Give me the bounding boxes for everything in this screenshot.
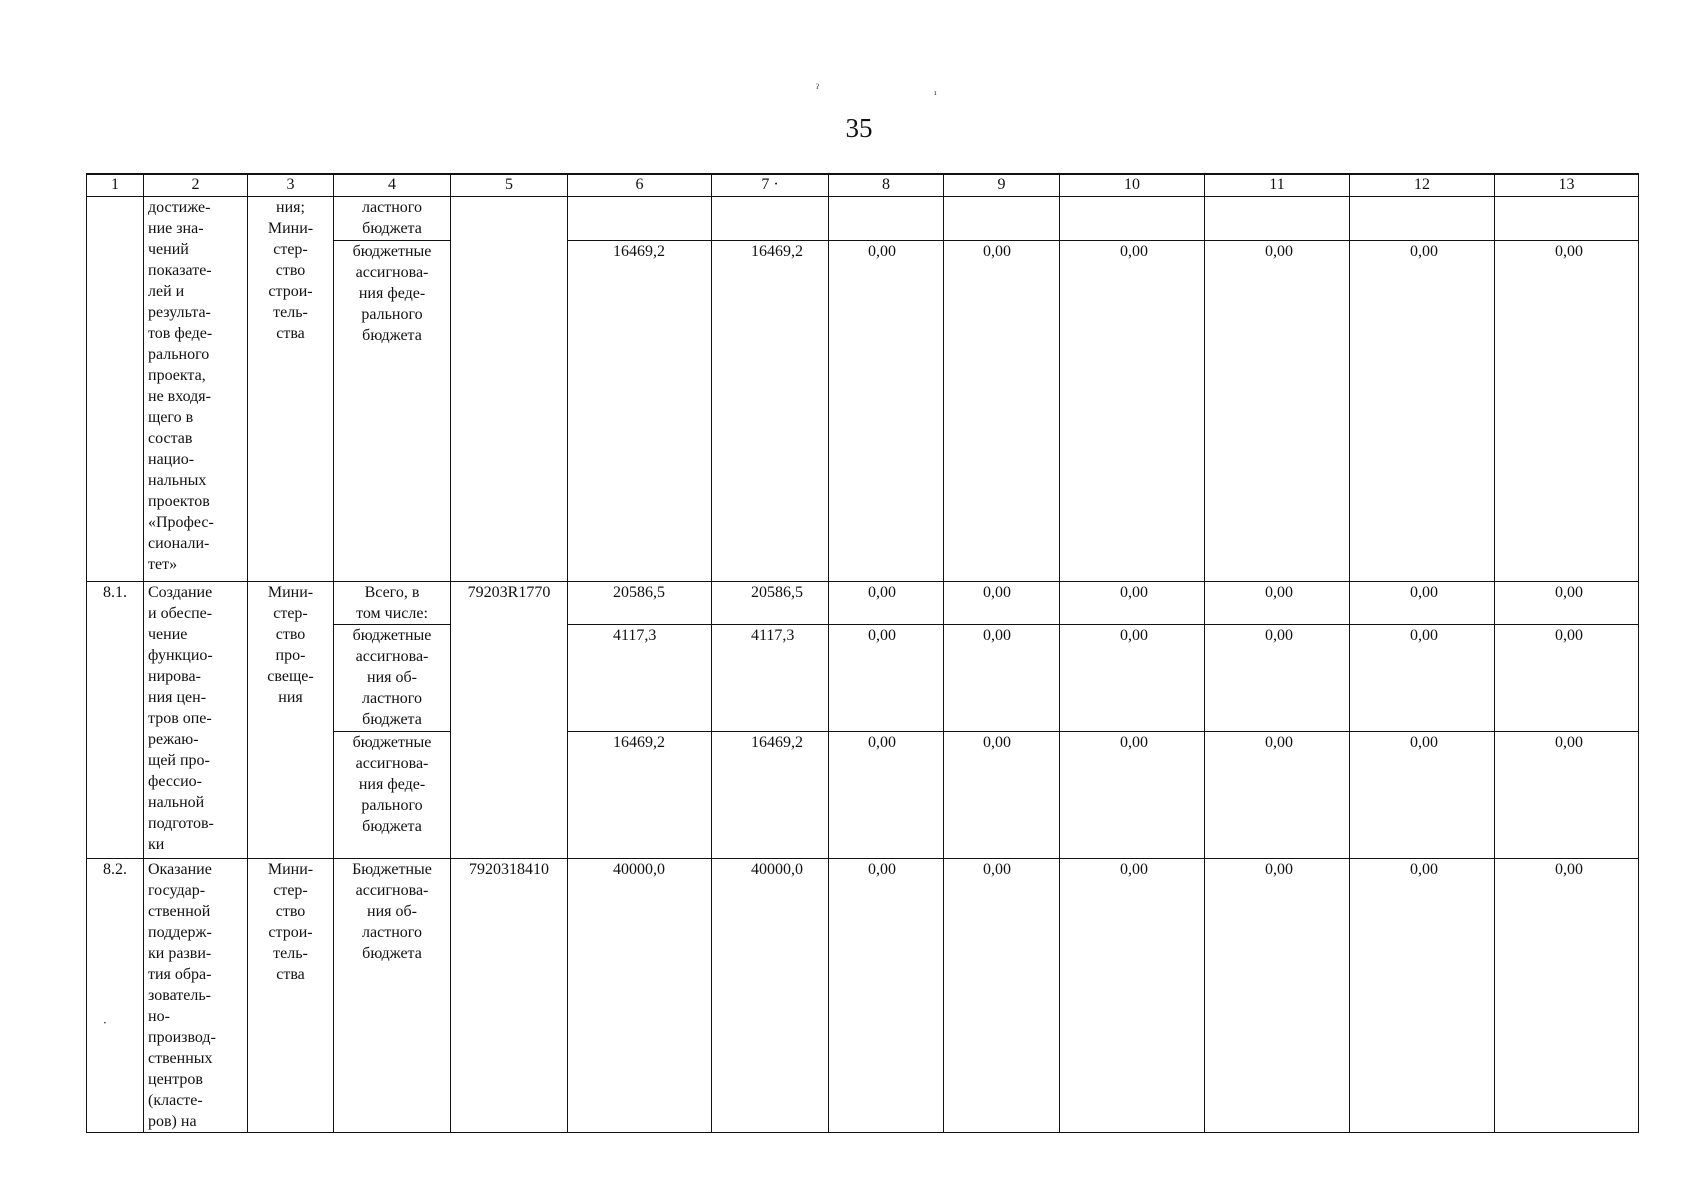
column-number-row bbox=[87, 174, 1639, 197]
value-cell: 0,00 bbox=[1060, 241, 1205, 582]
value-cell: 20586,5 bbox=[712, 582, 829, 625]
budget-code-cell: 7920318410 bbox=[451, 859, 568, 1133]
value-cell: 0,00 bbox=[1205, 732, 1350, 859]
value-cell: 0,00 bbox=[1205, 859, 1350, 1133]
value-cell: 40000,0 bbox=[568, 859, 712, 1133]
value-cell bbox=[1350, 197, 1495, 241]
value-cell: 0,00 bbox=[944, 625, 1060, 732]
value-cell: 4117,3 bbox=[568, 625, 712, 732]
value-cell: 4117,3 bbox=[712, 625, 829, 732]
column-number: 9 bbox=[944, 174, 1060, 197]
value-cell: 0,00 bbox=[1350, 859, 1495, 1133]
value-cell bbox=[829, 197, 944, 241]
column-number: 6 bbox=[568, 174, 712, 197]
column-number: 3 bbox=[248, 174, 334, 197]
value-cell: 0,00 bbox=[1060, 732, 1205, 859]
value-cell: 0,00 bbox=[829, 625, 944, 732]
funding-source-cell: бюджетные ассигнова- ния феде- рального бюджета bbox=[334, 732, 451, 859]
page-number: 35 bbox=[845, 113, 873, 143]
scan-mark: · bbox=[103, 1016, 107, 1030]
row-number-cell bbox=[87, 197, 144, 582]
value-cell: 0,00 bbox=[1350, 582, 1495, 625]
funding-source-cell: Бюджетные ассигнова- ния об- ластного бюджета bbox=[334, 859, 451, 1133]
value-cell: 0,00 bbox=[1495, 582, 1639, 625]
value-cell: 16469,2 bbox=[712, 732, 829, 859]
scan-mark: ᶦ bbox=[934, 88, 937, 102]
column-number: 12 bbox=[1350, 174, 1495, 197]
budget-table bbox=[86, 173, 1639, 1133]
row-number-cell: 8.2. bbox=[87, 859, 144, 1133]
column-number: 2 bbox=[144, 174, 248, 197]
value-cell: 0,00 bbox=[1495, 241, 1639, 582]
column-number: 13 bbox=[1495, 174, 1639, 197]
measure-name-cell: Создание и обеспе- чение функцио- нирова- ния цен- тров опе- режаю- щей про- фессио- нальной подготов- ки bbox=[144, 582, 248, 859]
value-cell: 0,00 bbox=[1495, 732, 1639, 859]
value-cell: 0,00 bbox=[1060, 582, 1205, 625]
value-cell bbox=[712, 197, 829, 241]
value-cell: 0,00 bbox=[1350, 625, 1495, 732]
value-cell: 0,00 bbox=[1205, 582, 1350, 625]
value-cell: 0,00 bbox=[1205, 241, 1350, 582]
column-number: 1 bbox=[87, 174, 144, 197]
value-cell: 16469,2 bbox=[712, 241, 829, 582]
value-cell: 0,00 bbox=[1350, 732, 1495, 859]
funding-source-cell: Всего, в том числе: bbox=[334, 582, 451, 625]
value-cell: 0,00 bbox=[829, 241, 944, 582]
table-row bbox=[87, 582, 1639, 625]
value-cell: 0,00 bbox=[829, 582, 944, 625]
value-cell bbox=[568, 197, 712, 241]
funding-source-cell: бюджетные ассигнова- ния об- ластного бюджета bbox=[334, 625, 451, 732]
executor-cell: Мини- стер- ство строи- тель- ства bbox=[248, 859, 334, 1133]
value-cell bbox=[1205, 197, 1350, 241]
value-cell: 16469,2 bbox=[568, 241, 712, 582]
executor-cell: Мини- стер- ство про- свеще- ния bbox=[248, 582, 334, 859]
value-cell: 20586,5 bbox=[568, 582, 712, 625]
column-number: 8 bbox=[829, 174, 944, 197]
row-number-cell: 8.1. bbox=[87, 582, 144, 859]
value-cell: 0,00 bbox=[944, 732, 1060, 859]
column-number: 11 bbox=[1205, 174, 1350, 197]
value-cell: 40000,0 bbox=[712, 859, 829, 1133]
executor-cell: ния; Мини- стер- ство строи- тель- ства bbox=[248, 197, 334, 582]
funding-source-cell: бюджетные ассигнова- ния феде- рального бюджета bbox=[334, 241, 451, 582]
value-cell: 0,00 bbox=[944, 582, 1060, 625]
value-cell: 0,00 bbox=[1495, 859, 1639, 1133]
value-cell bbox=[1495, 197, 1639, 241]
value-cell bbox=[1060, 197, 1205, 241]
value-cell: 0,00 bbox=[829, 732, 944, 859]
column-number: 10 bbox=[1060, 174, 1205, 197]
value-cell: 0,00 bbox=[944, 859, 1060, 1133]
funding-source-cell: ластного бюджета bbox=[334, 197, 451, 241]
budget-code-cell bbox=[451, 197, 568, 582]
value-cell: 0,00 bbox=[944, 241, 1060, 582]
value-cell: 0,00 bbox=[1060, 625, 1205, 732]
column-number: 4 bbox=[334, 174, 451, 197]
value-cell: 0,00 bbox=[1350, 241, 1495, 582]
value-cell: 16469,2 bbox=[568, 732, 712, 859]
value-cell: 0,00 bbox=[1060, 859, 1205, 1133]
value-cell: 0,00 bbox=[1495, 625, 1639, 732]
value-cell bbox=[944, 197, 1060, 241]
value-cell: 0,00 bbox=[829, 859, 944, 1133]
column-number: 7 · bbox=[712, 174, 829, 197]
measure-name-cell: достиже- ние зна- чений показате- лей и результа- тов феде- рального проекта, не входя- щего в состав нацио- нальных проектов «Профес- сионали- тет» bbox=[144, 197, 248, 582]
scan-mark: ˀ bbox=[816, 82, 820, 96]
budget-code-cell: 79203R1770 bbox=[451, 582, 568, 859]
table-row bbox=[87, 197, 1639, 241]
measure-name-cell: Оказание государ- ственной поддерж- ки разви- тия обра- зователь- но- производ- ственных центров (класте- ров) на bbox=[144, 859, 248, 1133]
table-row bbox=[87, 859, 1639, 1133]
value-cell: 0,00 bbox=[1205, 625, 1350, 732]
column-number: 5 bbox=[451, 174, 568, 197]
